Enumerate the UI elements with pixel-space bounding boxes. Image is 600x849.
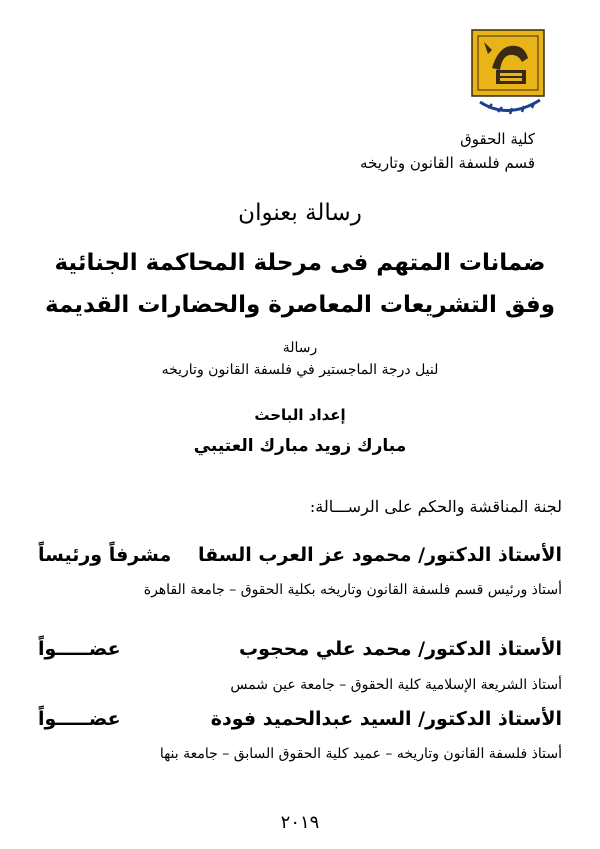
thesis-title-line1: ضمانات المتهم فى مرحلة المحاكمة الجنائية <box>54 250 546 276</box>
committee-member-1 <box>38 544 562 566</box>
thesis-sub-label: رسالة <box>282 340 318 356</box>
member-description: أستاذ الشريعة الإسلامية كلية الحقوق – جامعة عين شمس <box>230 677 562 693</box>
member-description: أستاذ فلسفة القانون وتاريخه – عميد كلية الحقوق السابق – جامعة بنها <box>159 746 562 762</box>
member-role: مشرفاً ورئيساً <box>38 544 172 566</box>
cairo-university-logo <box>462 28 554 124</box>
department-name: قسم فلسفة القانون وتاريخه <box>360 154 535 172</box>
member-role: عضـــــواً <box>38 638 121 660</box>
thesis-title-line2: وفق التشريعات المعاصرة والحضارات القديمة <box>44 292 556 318</box>
year: ٢٠١٩ <box>280 812 320 833</box>
degree-line: لنيل درجة الماجستير في فلسفة القانون وتاريخه <box>161 362 439 378</box>
member-role: عضـــــواً <box>38 708 121 730</box>
faculty-name: كلية الحقوق <box>460 130 535 148</box>
committee-member-3 <box>38 708 562 730</box>
member-name: الأستاذ الدكتور/ محمود عز العرب السقا <box>197 544 562 566</box>
thesis-heading: رسالة بعنوان <box>238 200 362 226</box>
member-description: أستاذ ورئيس قسم فلسفة القانون وتاريخه بكلية الحقوق – جامعة القاهرة <box>143 582 562 598</box>
prepared-by-label: إعداد الباحث <box>254 406 346 424</box>
committee-member-2 <box>38 638 562 660</box>
member-name: الأستاذ الدكتور/ السيد عبدالحميد فودة <box>210 708 562 730</box>
member-name: الأستاذ الدكتور/ محمد علي محجوب <box>239 638 562 660</box>
committee-heading: لجنة المناقشة والحكم على الرســـالة: <box>309 497 562 516</box>
author-name: مبارك زويد مبارك العتيبي <box>193 436 407 456</box>
